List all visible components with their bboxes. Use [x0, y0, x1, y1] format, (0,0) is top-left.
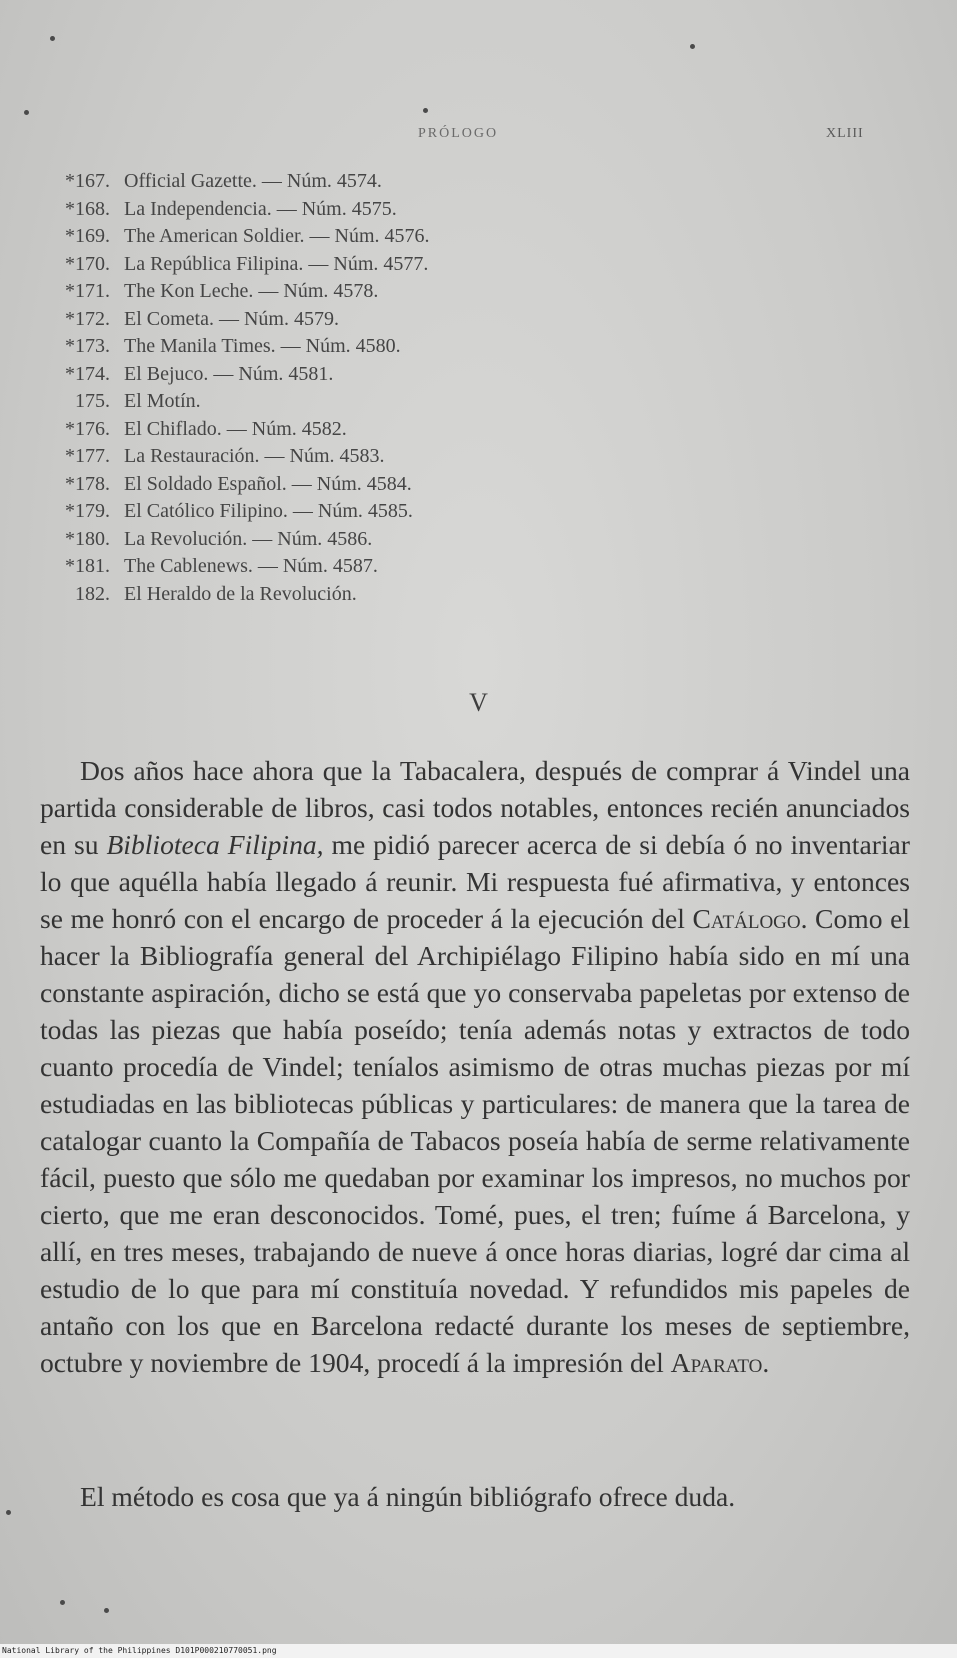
entry-number: 182.	[75, 582, 110, 605]
entry-title: Official Gazette. — Núm. 4574.	[124, 170, 382, 192]
entry-title: La Independencia. — Núm. 4575.	[124, 197, 397, 220]
entry-title: The Manila Times. — Núm. 4580.	[124, 335, 401, 357]
page-number: XLIII	[826, 126, 864, 141]
list-item	[44, 583, 664, 611]
small-caps-term: Catálogo.	[692, 903, 808, 934]
paragraph-text: me pidió parecer acerca de si debía ó no inventariar lo que aquélla había llegado á reunir. Mi respuesta fué afirmativa, y entonces se me honró con el encargo de proceder á la ejecución del	[40, 829, 910, 934]
list-item	[44, 308, 664, 336]
italic-title: Biblioteca Filipina,	[106, 829, 324, 860]
entry-title: El Bejuco. — Núm. 4581.	[124, 362, 334, 385]
entry-number: *170.	[65, 252, 110, 275]
speck	[60, 1600, 65, 1605]
entry-number: *173.	[65, 335, 110, 357]
entry-title: The Kon Leche. — Núm. 4578.	[124, 280, 379, 302]
body-paragraph: El método es cosa que ya á ningún bibliógrafo ofrece duda.	[80, 1481, 736, 1512]
paragraph-text: Como el hacer la Bibliografía general del Archipiélago Filipino había sido en mí una constante aspiración, dicho se está que yo conservaba papeletas por extenso de todas las piezas que había poseído; tenía además notas y extractos de todo cuanto procedía de Vindel; teníalos asimismo de otras muchas piezas por mí estudiadas en las bibliotecas públicas y particulares: de manera que la tarea de catalogar cuanto la Compañía de Tabacos poseía había de serme relativamente fácil, puesto que sólo me quedaban por examinar los impresos, no muchos por cierto, que me eran desconocidos. Tomé, pues, el tren; fuíme á Barcelona, y allí, en tres meses, trabajando de nueve á once horas diarias, logré dar cima al estudio de lo que para mí constituía novedad. Y refundidos mis papeles de antaño con los que en Barcelona redacté durante los meses de septiembre, octubre y noviembre de 1904, procedí á la impresión del	[40, 903, 910, 1378]
speck	[6, 1510, 11, 1515]
entry-title: El Cometa. — Núm. 4579.	[124, 307, 339, 330]
entry-number: *167.	[65, 170, 110, 192]
entry-number: *180.	[65, 527, 110, 550]
entry-title: The Cablenews. — Núm. 4587.	[124, 555, 378, 577]
list-item	[44, 418, 664, 446]
small-caps-term: Aparato.	[670, 1347, 770, 1378]
entry-title: El Heraldo de la Revolución.	[124, 582, 357, 605]
list-item	[44, 363, 664, 391]
entry-list	[44, 170, 664, 610]
list-item	[44, 500, 664, 528]
list-item	[44, 445, 664, 473]
speck	[104, 1608, 109, 1613]
scan-caption: National Library of the Philippines D101P000210770051.png	[0, 1644, 957, 1658]
list-item	[44, 335, 664, 363]
section-heading: V	[469, 688, 488, 717]
entry-number: *168.	[65, 197, 110, 220]
entry-number: *172.	[65, 307, 110, 330]
speck	[423, 108, 428, 113]
list-item	[44, 473, 664, 501]
entry-number: *177.	[65, 445, 110, 467]
entry-title: La Revolución. — Núm. 4586.	[124, 527, 373, 550]
speck	[690, 44, 695, 49]
paragraph-text: Dos años hace ahora que la Tabacalera, después de comprar á Vindel una partida considerable de libros, casi todos notables, entonces recién anunciados en su	[40, 755, 910, 860]
entry-title: La República Filipina. — Núm. 4577.	[124, 252, 429, 275]
entry-title: The American Soldier. — Núm. 4576.	[124, 225, 430, 247]
entry-number: *174.	[65, 362, 110, 385]
entry-number: *181.	[65, 555, 110, 577]
entry-title: El Motín.	[124, 390, 201, 412]
list-item	[44, 280, 664, 308]
entry-number: *171.	[65, 280, 110, 302]
speck	[24, 110, 29, 115]
body-paragraph	[40, 752, 910, 1381]
entry-number: 175.	[75, 390, 110, 412]
speck	[50, 36, 55, 41]
entry-number: *169.	[65, 225, 110, 247]
entry-title: El Soldado Español. — Núm. 4584.	[124, 472, 412, 495]
entry-number: *176.	[65, 417, 110, 440]
list-item	[44, 225, 664, 253]
running-head	[0, 126, 957, 150]
list-item	[44, 198, 664, 226]
running-head-title: PRÓLOGO	[418, 126, 499, 141]
entry-number: *179.	[65, 500, 110, 522]
list-item	[44, 390, 664, 418]
entry-number: *178.	[65, 472, 110, 495]
entry-title: El Chiflado. — Núm. 4582.	[124, 417, 347, 440]
list-item	[44, 528, 664, 556]
list-item	[44, 170, 664, 198]
list-item	[44, 253, 664, 281]
entry-title: El Católico Filipino. — Núm. 4585.	[124, 500, 413, 522]
entry-title: La Restauración. — Núm. 4583.	[124, 445, 385, 467]
list-item	[44, 555, 664, 583]
